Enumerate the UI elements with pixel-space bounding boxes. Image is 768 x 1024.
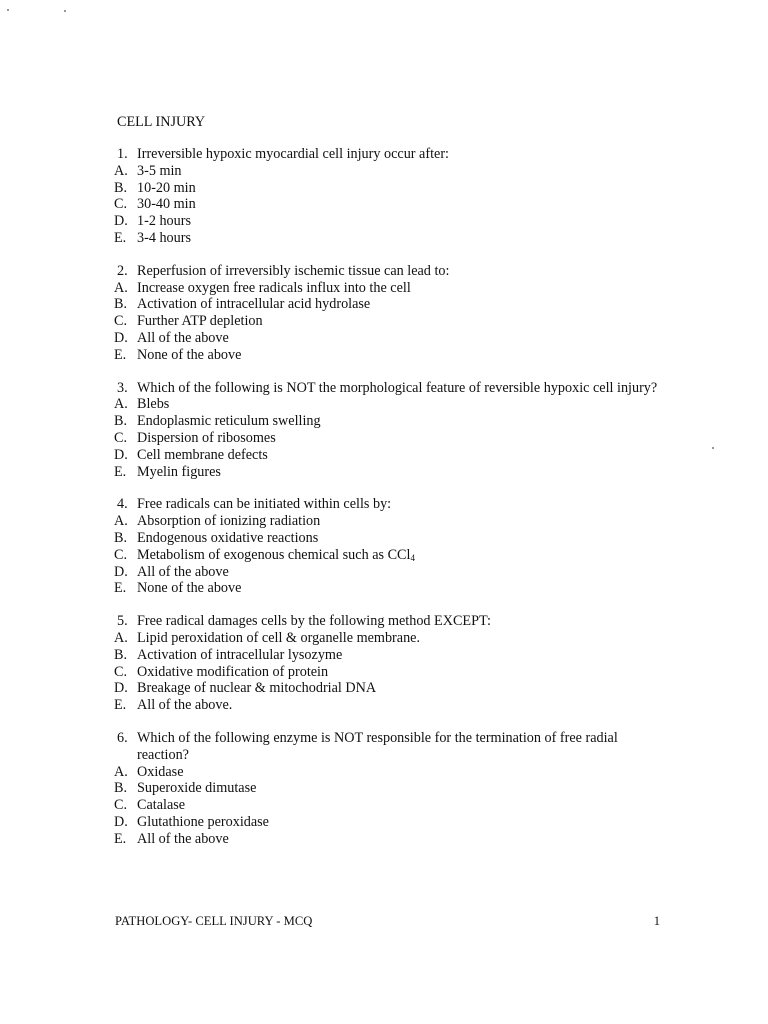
option-label: E. [114,346,127,363]
option-label: E. [114,580,127,597]
option-text [137,464,659,481]
page-title: CELL INJURY [117,114,206,130]
option-text-main: All of the above [137,563,229,580]
answer-option [114,547,659,564]
option-text [137,697,659,714]
answer-option [114,814,659,831]
scan-speck [64,10,66,12]
option-text [137,330,659,347]
option-text [137,680,659,697]
option-text-main: All of the above [137,830,229,847]
answer-option [114,213,659,230]
answer-option [114,330,659,347]
answer-option [114,280,659,297]
option-text [137,513,659,530]
question-number: 2. [117,262,128,279]
question-stem [114,146,659,163]
option-text-main: Activation of intracellular acid hydrolase [137,296,371,313]
option-label: A. [114,513,128,530]
question-stem [114,263,659,280]
option-label: A. [114,279,128,296]
option-text-main: 3-5 min [137,162,182,179]
answer-option [114,764,659,781]
option-label: B. [114,646,128,663]
option-text-main: Cell membrane defects [137,446,268,463]
option-label: D. [114,813,128,830]
question-number: 3. [117,379,128,396]
answer-option [114,680,659,697]
question-text: Free radical damages cells by the following method EXCEPT: [137,613,491,630]
question-number: 4. [117,496,128,513]
answer-option [114,580,659,597]
option-text-main: Breakage of nuclear & mitochodrial DNA [137,680,377,697]
option-text-main: Metabolism of exogenous chemical such as CCl [137,546,411,563]
question-3 [114,380,659,481]
scan-speck [712,447,714,449]
option-text-main: Catalase [137,797,186,814]
option-text [137,797,659,814]
option-label: D. [114,680,128,697]
option-label: D. [114,563,128,580]
footer-title: PATHOLOGY- CELL INJURY - MCQ [115,914,313,928]
option-label: E. [114,830,127,847]
answer-option [114,430,659,447]
question-stem [114,496,659,513]
option-text-main: None of the above [137,346,242,363]
question-2 [114,263,659,364]
answer-option [114,196,659,213]
question-5 [114,613,659,714]
question-text: Irreversible hypoxic myocardial cell injury occur after: [137,146,449,162]
option-text [137,780,659,797]
question-stem [114,613,659,630]
option-text [137,831,659,848]
option-text-main: Dispersion of ribosomes [137,429,276,446]
scan-speck [7,9,9,11]
answer-option [114,396,659,413]
option-text-main: Lipid peroxidation of cell & organelle membrane. [137,629,421,646]
option-label: C. [114,546,128,563]
question-1 [114,146,659,247]
option-text [137,396,659,413]
option-text [137,630,659,647]
option-text [137,814,659,831]
option-text-main: 30-40 min [137,196,196,213]
option-label: B. [114,529,128,546]
question-4 [114,496,659,597]
option-text-main: Further ATP depletion [137,313,263,330]
option-text [137,430,659,447]
question-number: 6. [117,729,128,746]
answer-option [114,313,659,330]
option-label: A. [114,763,128,780]
answer-option [114,230,659,247]
option-label: C. [114,797,128,814]
option-label: E. [114,697,127,714]
answer-option [114,697,659,714]
option-text [137,296,659,313]
answer-option [114,831,659,848]
question-list [114,146,659,863]
option-text [137,313,659,330]
option-text [137,230,659,247]
question-6 [114,730,659,848]
option-text [137,580,659,597]
question-number: 1. [117,146,128,162]
question-text: Which of the following is NOT the morphological feature of reversible hypoxic cell injury? [137,379,658,396]
answer-option [114,513,659,530]
question-stem [114,730,659,764]
answer-option [114,530,659,547]
option-label: B. [114,780,128,797]
option-text [137,547,659,564]
option-text [137,280,659,297]
option-text-main: 3-4 hours [137,229,191,246]
option-text [137,196,659,213]
subscript: 4 [410,552,415,563]
answer-option [114,630,659,647]
option-text [137,163,659,180]
answer-option [114,180,659,197]
option-text-main: Oxidative modification of protein [137,663,329,680]
answer-option [114,564,659,581]
option-text-main: Activation of intracellular lysozyme [137,646,343,663]
question-number: 5. [117,613,128,630]
option-text-main: None of the above [137,580,242,597]
answer-option [114,163,659,180]
answer-option [114,464,659,481]
option-label: C. [114,663,128,680]
option-text-main: Glutathione peroxidase [137,813,269,830]
answer-option [114,413,659,430]
answer-option [114,647,659,664]
option-text [137,530,659,547]
option-text [137,347,659,364]
option-label: E. [114,229,127,246]
option-label: A. [114,162,128,179]
option-text-main: Endogenous oxidative reactions [137,529,319,546]
option-text [137,447,659,464]
option-label: C. [114,429,128,446]
option-text [137,564,659,581]
answer-option [114,347,659,364]
page-number: 1 [653,914,660,928]
option-label: D. [114,213,128,230]
option-label: B. [114,413,128,430]
option-label: C. [114,313,128,330]
option-label: D. [114,329,128,346]
option-text [137,647,659,664]
option-text-main: Endoplasmic reticulum swelling [137,413,321,430]
option-text-main: Increase oxygen free radicals influx into the cell [137,279,411,296]
option-text [137,413,659,430]
answer-option [114,664,659,681]
question-text: Reperfusion of irreversibly ischemic tissue can lead to: [137,262,450,279]
option-text-main: All of the above [137,329,229,346]
option-text-main: Oxidase [137,763,184,780]
option-text-main: All of the above. [137,697,233,714]
option-text [137,213,659,230]
option-label: B. [114,296,128,313]
option-label: A. [114,396,128,413]
option-text-main: Myelin figures [137,463,221,480]
answer-option [114,780,659,797]
option-label: B. [114,179,128,196]
answer-option [114,797,659,814]
question-text: Free radicals can be initiated within cells by: [137,496,392,513]
option-text-main: 1-2 hours [137,213,191,230]
option-text-main: Absorption of ionizing radiation [137,513,321,530]
option-label: A. [114,629,128,646]
option-label: E. [114,463,127,480]
question-stem [114,380,659,397]
option-label: C. [114,196,128,213]
option-label: D. [114,446,128,463]
option-text-main: Superoxide dimutase [137,780,257,797]
option-text-main: 10-20 min [137,179,196,196]
option-text [137,664,659,681]
option-text [137,764,659,781]
question-text: Which of the following enzyme is NOT responsible for the termination of free radial reaction? [137,729,618,763]
answer-option [114,447,659,464]
option-text-main: Blebs [137,396,170,413]
answer-option [114,296,659,313]
option-text [137,180,659,197]
